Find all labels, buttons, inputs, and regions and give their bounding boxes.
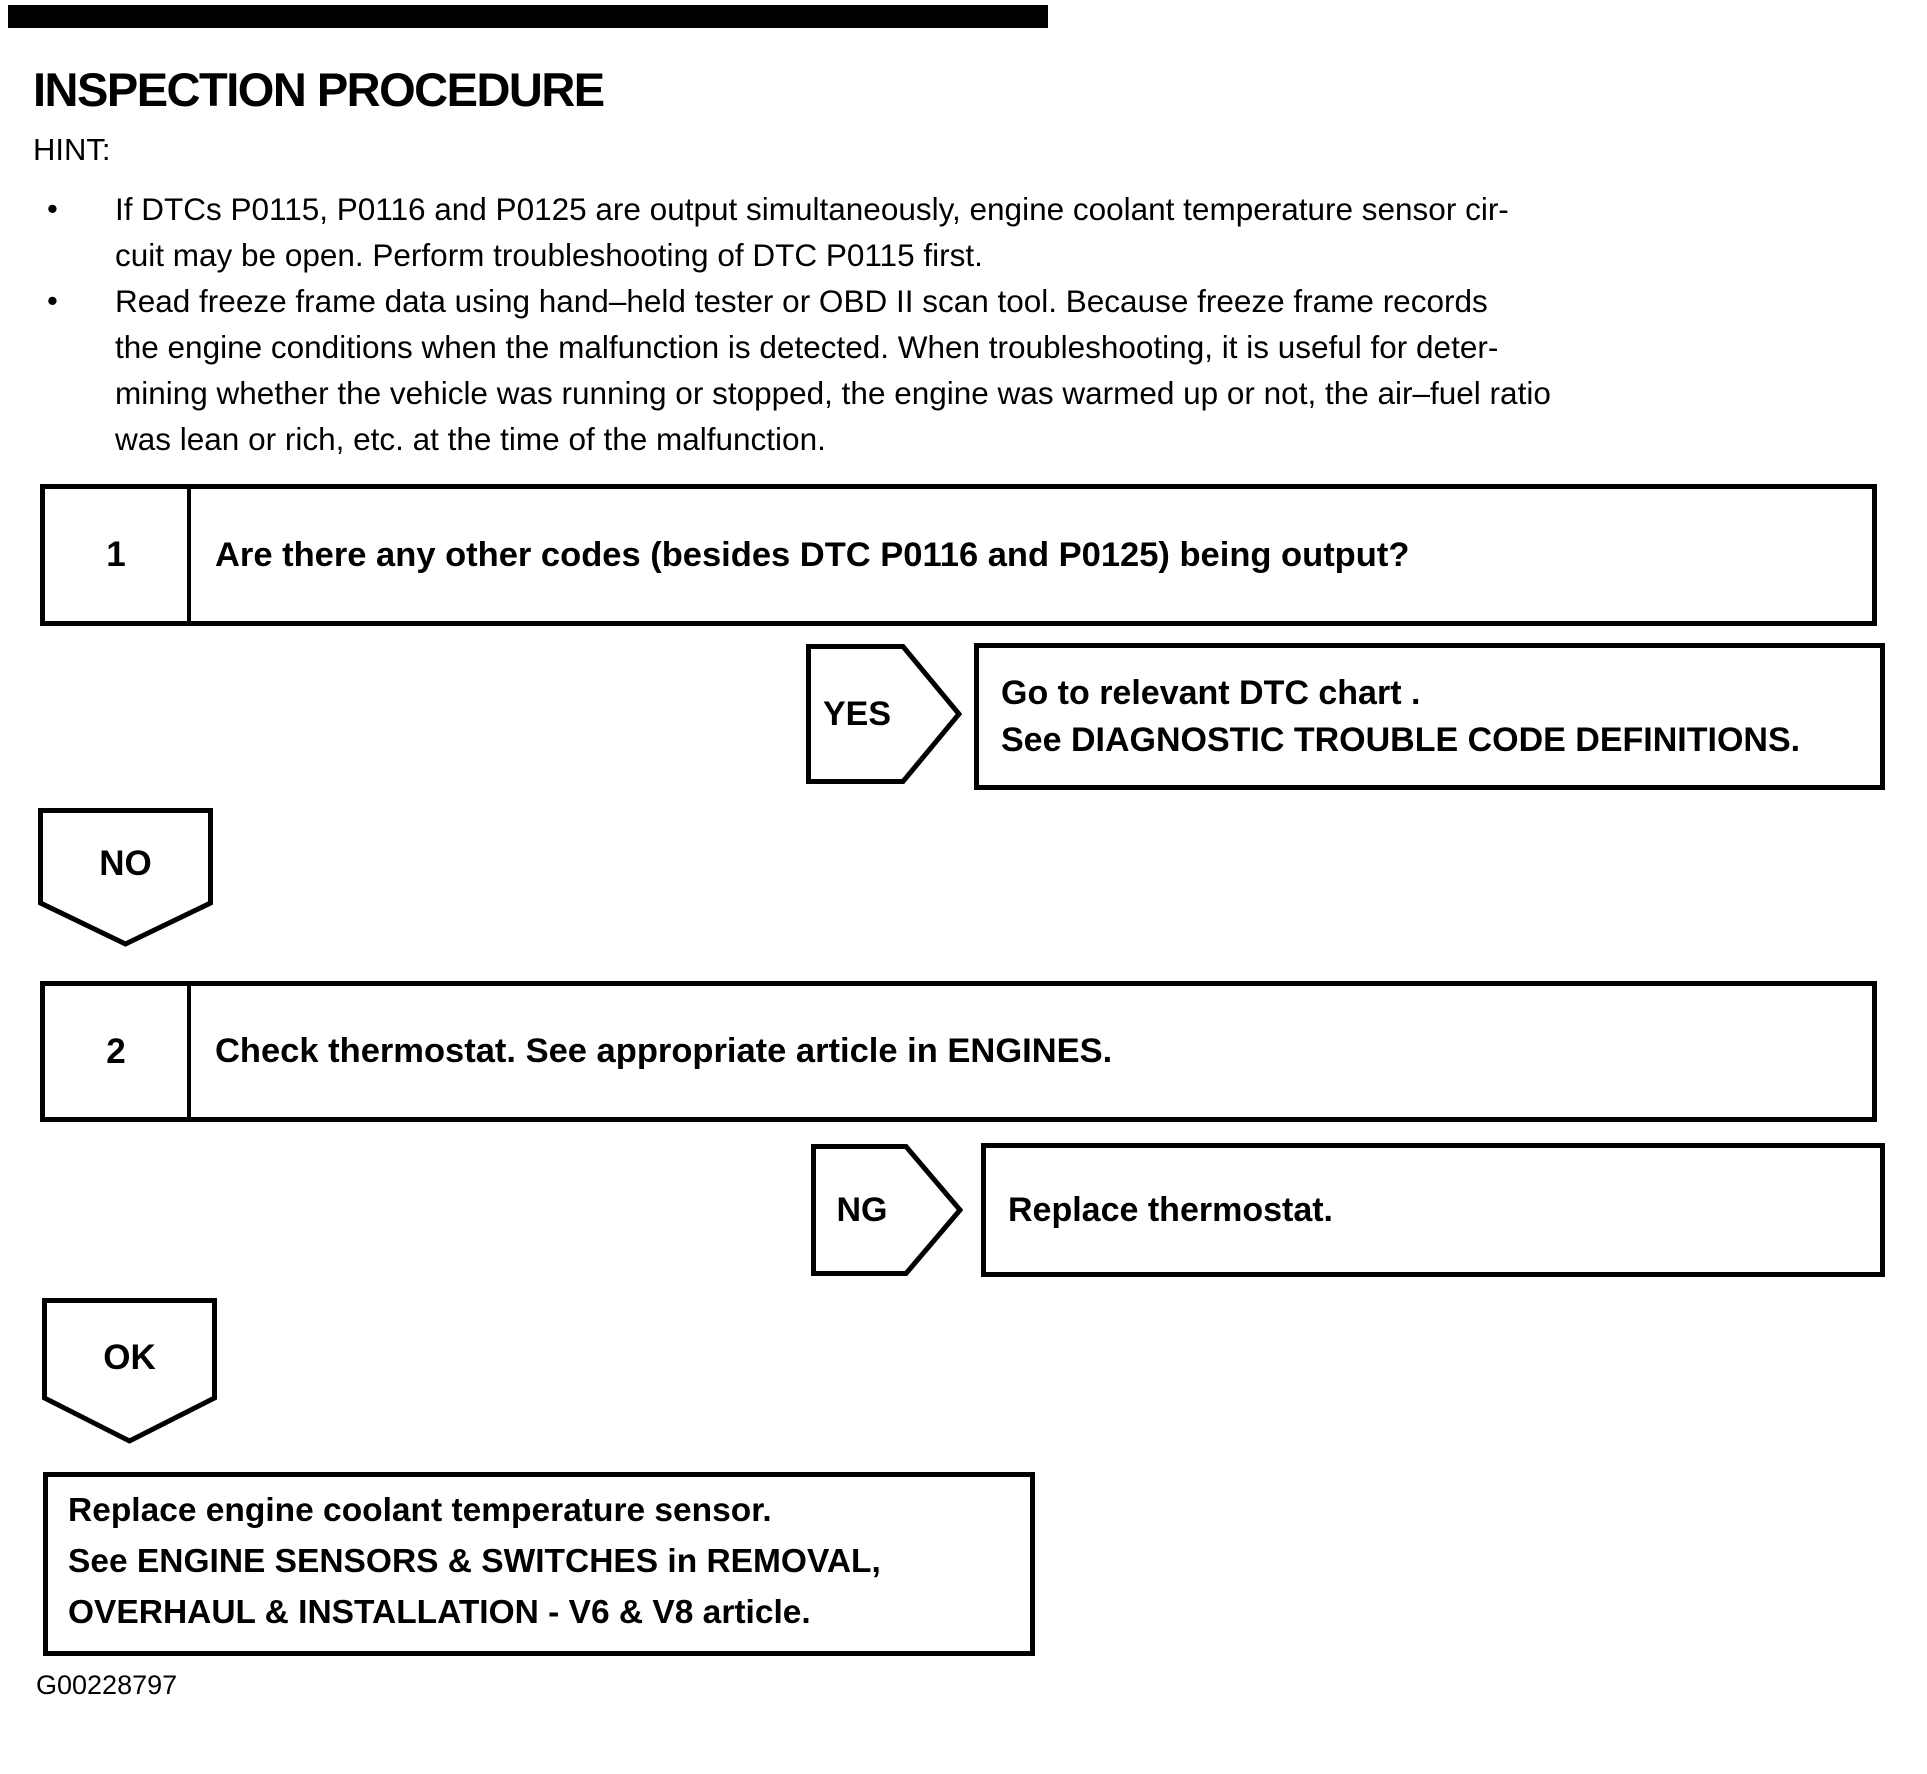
hint-item [33, 278, 1895, 462]
hint-line: If DTCs P0115, P0116 and P0125 are output simultaneously, engine coolant temperature sensor cir- [115, 191, 1509, 227]
result-line: See DIAGNOSTIC TROUBLE CODE DEFINITIONS. [1001, 720, 1801, 759]
bullet-icon: • [47, 283, 58, 318]
final-line: See ENGINE SENSORS & SWITCHES in REMOVAL, [68, 1543, 881, 1580]
step-2-number: 2 [45, 986, 191, 1117]
page-title: INSPECTION PROCEDURE [33, 63, 604, 116]
hint-item [33, 186, 1895, 278]
hint-list [33, 186, 1895, 462]
ng-result-box [981, 1143, 1885, 1277]
hint-line: the engine conditions when the malfunction is detected. When troubleshooting, it is useful for deter- [115, 329, 1499, 365]
result-line: Replace thermostat. [1008, 1190, 1333, 1229]
hint-text [115, 186, 1509, 278]
ok-label: OK [103, 1338, 156, 1377]
final-line: Replace engine coolant temperature sensor. [68, 1492, 772, 1529]
ng-branch-tag [811, 1144, 963, 1276]
step-1-number: 1 [45, 489, 191, 621]
hint-line: cuit may be open. Perform troubleshooting of DTC P0115 first. [115, 237, 983, 273]
hint-line: mining whether the vehicle was running or stopped, the engine was warmed up or not, the air–fuel ratio [115, 375, 1551, 411]
hint-line: Read freeze frame data using hand–held tester or OBD II scan tool. Because freeze frame records [115, 283, 1488, 319]
yes-branch-tag [806, 644, 962, 784]
scan-artifact-bar [8, 5, 1048, 28]
hint-text [115, 278, 1551, 462]
step-2-box [40, 981, 1877, 1122]
yes-label: YES [822, 694, 892, 733]
final-line: OVERHAUL & INSTALLATION - V6 & V8 article. [68, 1594, 811, 1631]
step-1-box [40, 484, 1877, 626]
step-1-question: Are there any other codes (besides DTC P0116 and P0125) being output? [215, 535, 1410, 574]
result-line: Go to relevant DTC chart . [1001, 673, 1421, 712]
no-label: NO [99, 844, 152, 883]
figure-code: G00228797 [36, 1670, 178, 1700]
yes-result-box [974, 643, 1885, 790]
ok-continue-tag [42, 1298, 217, 1445]
final-action-box [43, 1472, 1035, 1656]
ng-label: NG [836, 1190, 888, 1229]
bullet-icon: • [47, 191, 58, 226]
hint-label: HINT: [33, 132, 111, 167]
hint-line: was lean or rich, etc. at the time of the malfunction. [115, 421, 826, 457]
no-continue-tag [38, 808, 213, 948]
step-2-question: Check thermostat. See appropriate article in ENGINES. [215, 1032, 1113, 1070]
